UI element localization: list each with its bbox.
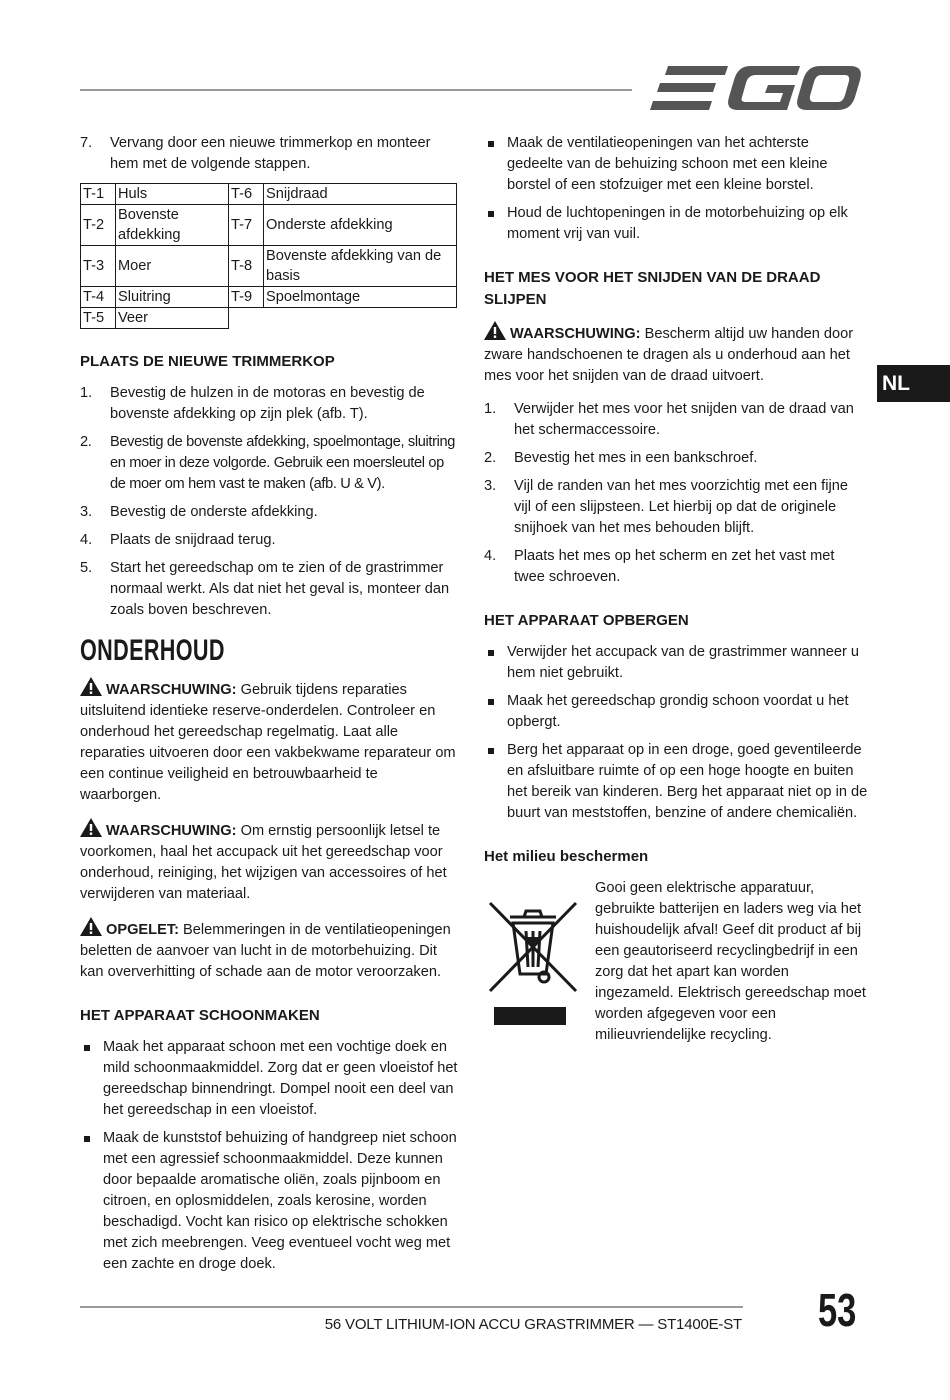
part-name: Veer [116,308,229,329]
step-number: 3. [80,504,93,520]
part-name: Spoelmontage [264,287,457,308]
step-number: 2. [80,434,92,450]
table-row [81,205,457,246]
list-item [80,502,462,523]
install-heading: PLAATS DE NIEUWE TRIMMERKOP [80,353,335,370]
weee-crossed-bin-icon [488,882,578,1046]
caution-label: OPGELET: [106,922,179,938]
parts-table [80,183,457,329]
bullet-text: Maak het apparaat schoon met een vochtige doek en mild schoonmaakmiddel. Zorg dat er geen vloeistof het gereedschap binnendringt. Dompel nooit een deel van het gereedschap in een vloeistof. [103,1039,458,1118]
step-text: Start het gereedschap om te zien of de grastrimmer normaal werkt. Als dat niet het geval is, monteer dan zoals boven beschreven. [110,560,450,618]
list-item [80,383,462,425]
storage-heading: HET APPARAAT OPBERGEN [484,612,689,629]
list-item [80,558,462,621]
empty-cell [229,308,457,329]
table-row [81,184,457,205]
environment-section [484,878,868,1046]
bullet-square-icon [488,650,494,656]
step-text: Bevestig de bovenste afdekking, spoelmontage, sluitring en moer in deze volgorde. Gebruik een moersleutel op de moer om hem vast te maken (afb. U & V). [110,434,456,492]
page-number: 53 [818,1284,857,1336]
list-item [484,691,868,733]
footer-title: 56 VOLT LITHIUM-ION ACCU GRASTRIMMER — ST1400E-ST [324,1316,742,1333]
part-name: Snijdraad [264,184,457,205]
part-code: T-7 [229,205,264,246]
step-text: Verwijder het mes voor het snijden van de draad van het schermaccessoire. [514,401,854,438]
step-text: Bevestig de onderste afdekking. [110,504,318,520]
part-name: Huls [116,184,229,205]
caution-text: Belemmeringen in de ventilatieopeningen beletten de aanvoer van lucht in de motorbehuizing. Dit kan oververhitting of schade aan de motor veroorzaken. [80,922,451,980]
cleaning-list [80,1037,462,1275]
step-text: Vervang door een nieuwe trimmerkop en monteer hem met de volgende stappen. [110,135,431,172]
step-number: 2. [484,450,497,466]
cleaning-list-continued [484,133,868,245]
list-item [484,476,868,539]
warning-triangle-icon [80,917,102,936]
list-item [80,1128,462,1275]
warning-label: WAARSCHUWING: [510,326,641,342]
storage-list [484,642,868,824]
table-row [81,287,457,308]
bullet-square-icon [488,699,494,705]
part-code: T-8 [229,246,264,287]
part-code: T-2 [81,205,116,246]
ego-logo [650,62,862,114]
part-name: Moer [116,246,229,287]
part-code: T-1 [81,184,116,205]
list-item [484,399,868,441]
part-name: Bovenste afdekking [116,205,229,246]
warning-triangle-icon [484,321,506,340]
step-text: Plaats het mes op het scherm en zet het vast met twee schroeven. [514,548,835,585]
step-number: 1. [80,385,93,401]
warning-label: WAARSCHUWING: [106,682,237,698]
footer-rule [80,1306,743,1308]
bullet-text: Houd de luchtopeningen in de motorbehuizing op elk moment vrij van vuil. [507,205,848,242]
bullet-square-icon [488,211,494,217]
list-item [484,740,868,824]
warning-label: WAARSCHUWING: [106,823,237,839]
part-name: Onderste afdekking [264,205,457,246]
left-column [80,133,462,1282]
step-number: 4. [484,548,497,564]
list-item [80,133,462,175]
bullet-text: Berg het apparaat op in een droge, goed geventileerde en afsluitbare ruimte of op een hoge hoogte en buiten het bereik van kinderen. Berg het apparaat niet op in de buurt van meststoffen, benzine of andere chemicaliën. [507,742,868,821]
warning-text: Gebruik tijdens reparaties uitsluitend identieke reserve-onderdelen. Controleer en onderhoud het gereedschap regelmatig. Laat alle reparaties uitvoeren door een vakbekwame reparateur om een continue veiligheid en betrouwbaarheid te waarborgen. [80,682,456,803]
sharpen-heading: HET MES VOOR HET SNIJDEN VAN DE DRAAD SLIJPEN [484,269,821,308]
bullet-square-icon [84,1136,90,1142]
warning-triangle-icon [80,677,102,696]
step-text: Plaats de snijdraad terug. [110,532,276,548]
sharpen-steps [484,399,868,588]
step-number: 4. [80,532,93,548]
warning-paragraph [80,818,462,905]
environment-heading: Het milieu beschermen [484,848,649,865]
part-name: Sluitring [116,287,229,308]
part-code: T-3 [81,246,116,287]
step-number: 5. [80,560,93,576]
list-item [484,546,868,588]
part-code: T-5 [81,308,116,329]
step-number: 3. [484,478,497,494]
list-item [80,1037,462,1121]
header-rule [80,89,632,91]
part-code: T-4 [81,287,116,308]
part-name: Bovenste afdekking van de basis [264,246,457,287]
bullet-text: Verwijder het accupack van de grastrimmer wanneer u hem niet gebruikt. [507,644,860,681]
warning-triangle-icon [80,818,102,837]
step-number: 1. [484,401,497,417]
list-item [80,432,462,495]
cleaning-heading: HET APPARAAT SCHOONMAKEN [80,1007,320,1024]
step-number: 7. [80,135,93,151]
bullet-square-icon [488,141,494,147]
maintenance-heading: ONDERHOUD [80,634,225,667]
bullet-square-icon [488,748,494,754]
list-item [484,448,868,469]
bullet-square-icon [84,1045,90,1051]
right-column [484,133,868,1046]
bullet-text: Maak het gereedschap grondig schoon voordat u het opbergt. [507,693,849,730]
warning-text: Bescherm altijd uw handen door zware handschoenen te dragen als u onderhoud aan het mes voor het snijden van de draad uitvoert. [484,326,854,384]
list-item [484,203,868,245]
step-text: Vijl de randen van het mes voorzichtig met een fijne vijl of een slijpsteen. Let hierbij op dat de originele snijhoek van het mes behouden blijft. [514,478,848,536]
bullet-text: Maak de ventilatieopeningen van het achterste gedeelte van de behuizing schoon met een kleine borstel of een stofzuiger met een kleine borstel. [507,135,828,193]
table-row [81,246,457,287]
warning-text: Om ernstig persoonlijk letsel te voorkomen, haal het accupack uit het gereedschap voor onderhoud, reiniging, het wijzigen van accessoires of het verwijderen van materiaal. [80,823,447,902]
list-item [484,133,868,196]
part-code: T-9 [229,287,264,308]
environment-text: Gooi geen elektrische apparatuur, gebruikte batterijen en laders weg via het huishoudelijk afval! Geef dit product af bij een geautoriseerd recyclingbedrijf in een zorg dat het apart kan worden ingezameld. Elektrisch gereedschap moet worden afgegeven voor een milieuvriendelijke recycling. [595,880,866,1043]
step-text: Bevestig de hulzen in de motoras en bevestig de bovenste afdekking op zijn plek (afb. T). [110,385,425,422]
language-tab: NL [877,365,950,402]
step-7-list [80,133,462,175]
bullet-text: Maak de kunststof behuizing of handgreep niet schoon met een agressief schoonmaakmiddel. Deze kunnen door bepaalde aromatische oliën, zoals pijnboom en citroen, en oplosmiddelen, zoals kerosine, worden beschadigd. Vocht kan risico op elektrische schokken met zich meebrengen. Veeg eventueel vocht weg met een zachte en droge doek. [103,1130,457,1272]
list-item [80,530,462,551]
list-item [484,642,868,684]
warning-paragraph [80,677,462,806]
part-code: T-6 [229,184,264,205]
caution-paragraph [80,917,462,983]
install-steps [80,383,462,621]
warning-paragraph [484,321,868,387]
step-text: Bevestig het mes in een bankschroef. [514,450,758,466]
table-row [81,308,457,329]
